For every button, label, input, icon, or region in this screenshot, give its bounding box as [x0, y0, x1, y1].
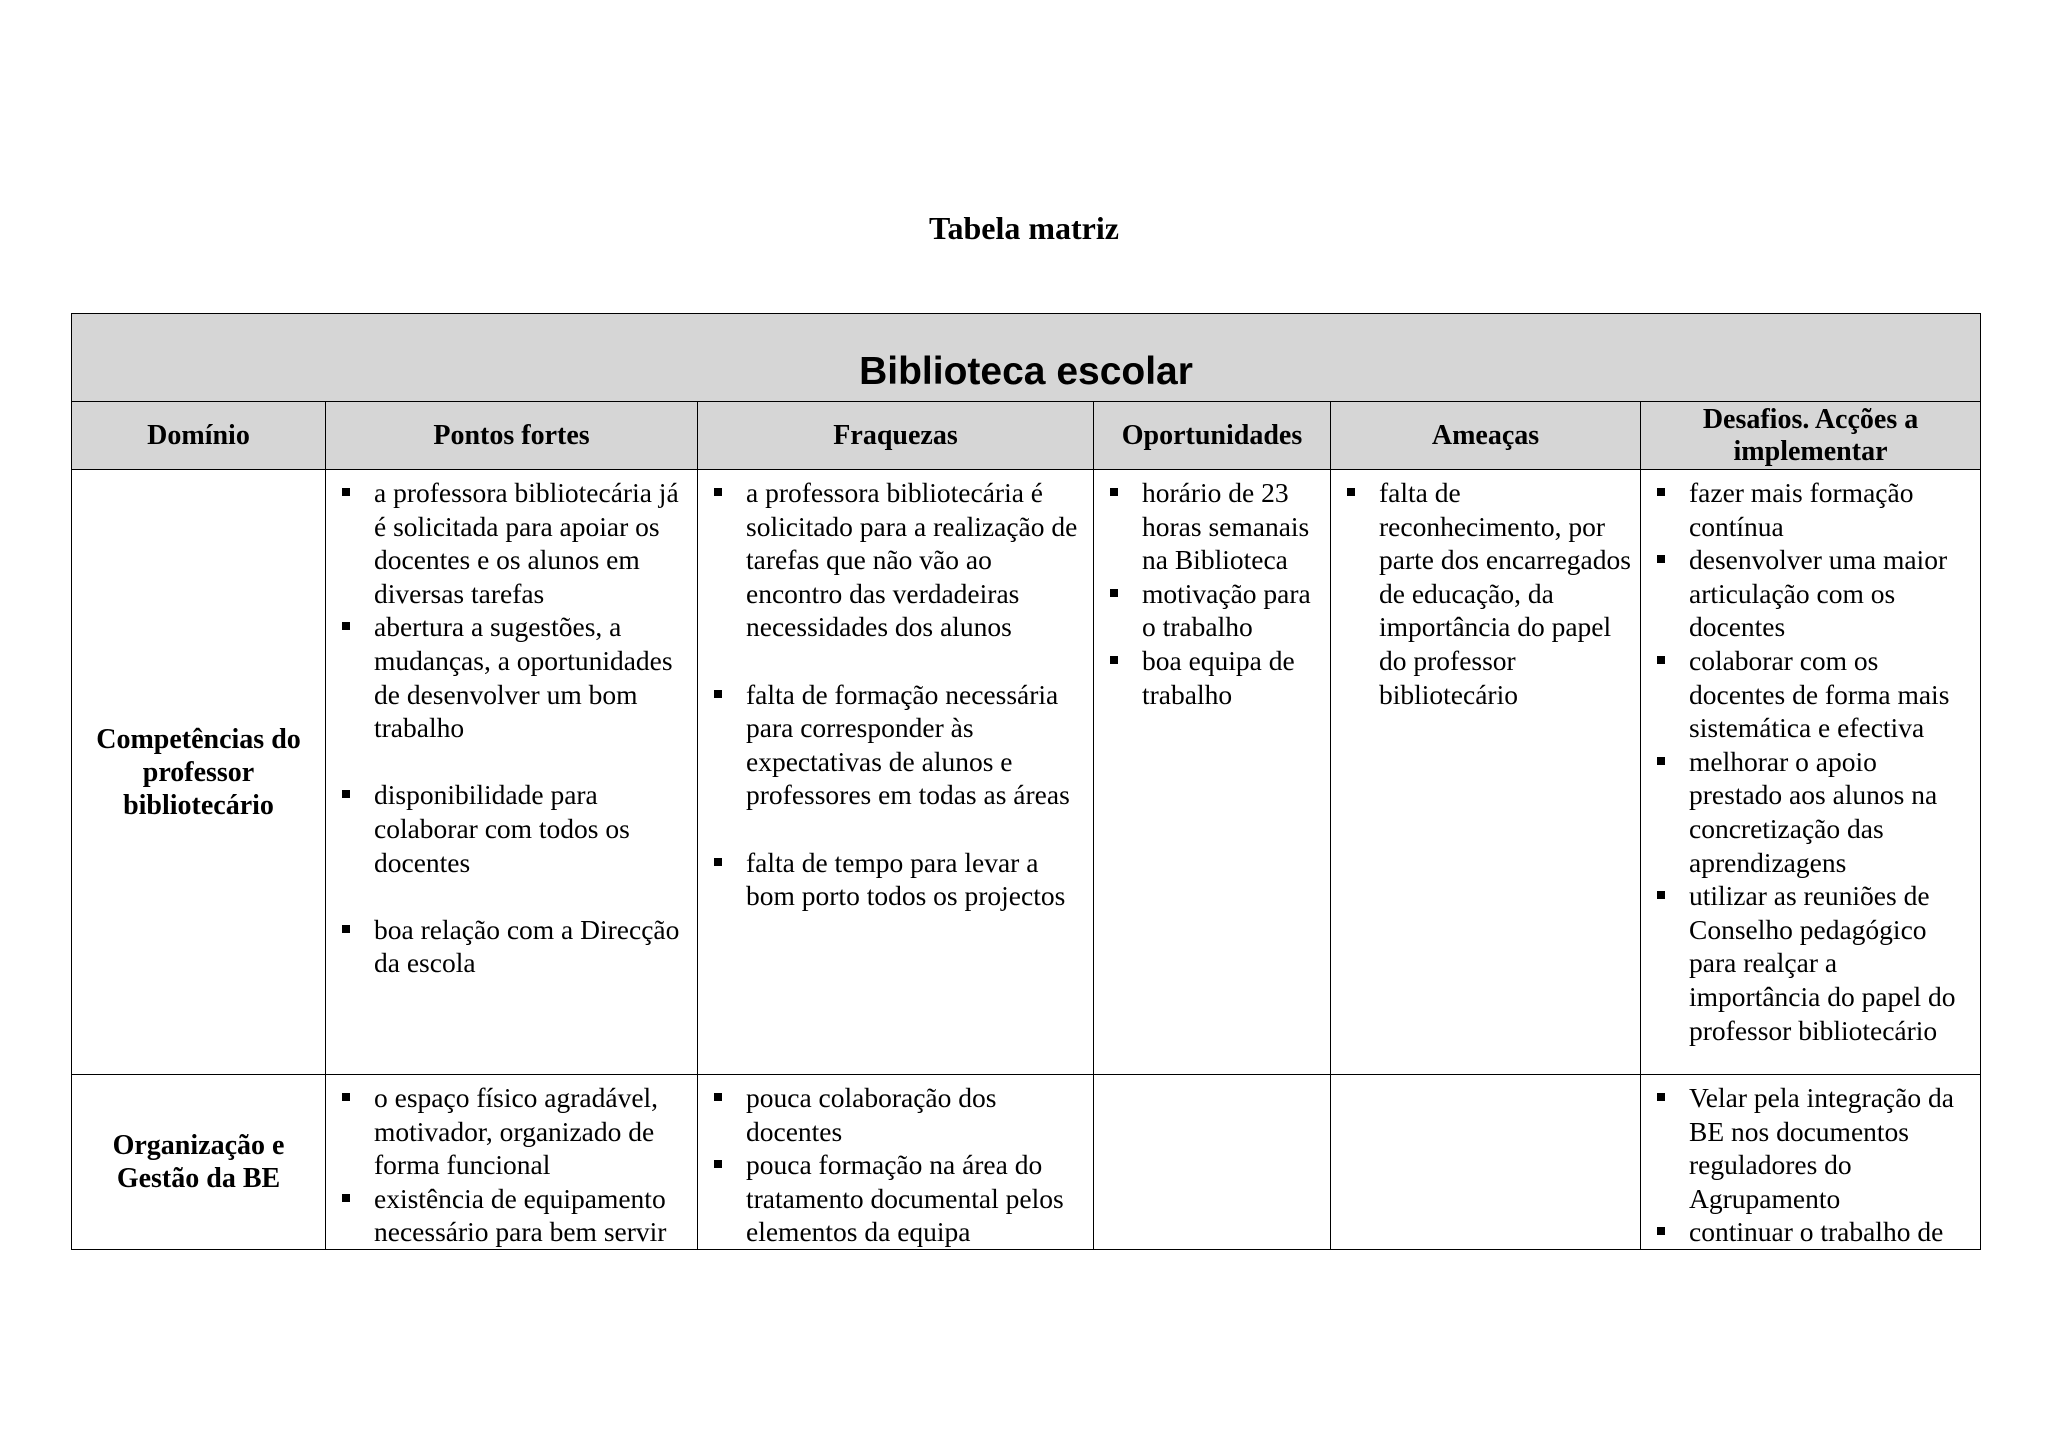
- list-item: boa equipa de trabalho: [1108, 644, 1322, 711]
- list-item: falta de reconhecimento, por parte dos encarregados de educação, da importância do papel do professor bibliotecário: [1345, 476, 1632, 711]
- domain-cell: Organização e Gestão da BE: [72, 1075, 326, 1250]
- list-item: pouca colaboração dos docentes: [712, 1081, 1085, 1148]
- list-item: o espaço físico agradável, motivador, organizado de forma funcional: [340, 1081, 689, 1182]
- list-item: boa relação com a Direcção da escola: [340, 913, 689, 980]
- desafios-cell: [1641, 470, 1981, 1075]
- bullet-square-icon: [1657, 757, 1665, 765]
- list-item: continuar o trabalho de: [1655, 1215, 1972, 1249]
- bullet-square-icon: [714, 1093, 722, 1101]
- list-item: desenvolver uma maior articulação com os docentes: [1655, 543, 1972, 644]
- list-item: abertura a sugestões, a mudanças, a oportunidades de desenvolver um bom trabalho: [340, 610, 689, 744]
- bullet-square-icon: [1657, 891, 1665, 899]
- bullet-square-icon: [1657, 656, 1665, 664]
- oportunidades-cell: [1094, 470, 1331, 1075]
- list-item: motivação para o trabalho: [1108, 577, 1322, 644]
- table-row: [72, 1075, 1981, 1250]
- header-dominio: Domínio: [72, 402, 326, 470]
- header-row: [72, 402, 1981, 470]
- list-item: pouca formação na área do tratamento documental pelos elementos da equipa: [712, 1148, 1085, 1249]
- banner-row: [72, 314, 1981, 402]
- list-item: horário de 23 horas semanais na Biblioteca: [1108, 476, 1322, 577]
- list-item: a professora bibliotecária já é solicitada para apoiar os docentes e os alunos em diversas tarefas: [340, 476, 689, 610]
- list-item: fazer mais formação contínua: [1655, 476, 1972, 543]
- table-row: [72, 470, 1981, 1075]
- list-item: falta de formação necessária para corresponder às expectativas de alunos e professores em todas as áreas: [712, 678, 1085, 812]
- desafios-cell: [1641, 1075, 1981, 1250]
- fraquezas-cell: [698, 470, 1094, 1075]
- header-fraquezas: Fraquezas: [698, 402, 1094, 470]
- bullet-square-icon: [342, 622, 350, 630]
- bullet-square-icon: [1110, 656, 1118, 664]
- header-oportunidades: Oportunidades: [1094, 402, 1331, 470]
- list-item: melhorar o apoio prestado aos alunos na concretização das aprendizagens: [1655, 745, 1972, 879]
- bullet-square-icon: [1110, 589, 1118, 597]
- pontos-fortes-cell: [326, 1075, 698, 1250]
- list-item: Velar pela integração da BE nos documentos reguladores do Agrupamento: [1655, 1081, 1972, 1215]
- bullet-square-icon: [714, 488, 722, 496]
- list-item: colaborar com os docentes de forma mais sistemática e efectiva: [1655, 644, 1972, 745]
- list-item: utilizar as reuniões de Conselho pedagógico para realçar a importância do papel do professor bibliotecário: [1655, 879, 1972, 1047]
- header-desafios: Desafios. Acções a implementar: [1641, 402, 1981, 470]
- header-ameacas: Ameaças: [1331, 402, 1641, 470]
- list-item: a professora bibliotecária é solicitado para a realização de tarefas que não vão ao encontro das verdadeiras necessidades dos alunos: [712, 476, 1085, 644]
- ameacas-cell: [1331, 1075, 1641, 1250]
- bullet-square-icon: [342, 488, 350, 496]
- document-title: Tabela matriz: [929, 210, 1119, 246]
- oportunidades-cell: [1094, 1075, 1331, 1250]
- pontos-fortes-cell: [326, 470, 698, 1075]
- bullet-square-icon: [1657, 1227, 1665, 1235]
- bullet-square-icon: [714, 1160, 722, 1168]
- bullet-square-icon: [1110, 488, 1118, 496]
- bullet-square-icon: [342, 790, 350, 798]
- header-pontos-fortes: Pontos fortes: [326, 402, 698, 470]
- bullet-square-icon: [714, 690, 722, 698]
- list-item: existência de equipamento necessário para bem servir: [340, 1182, 689, 1249]
- domain-cell: Competências do professor bibliotecário: [72, 470, 326, 1075]
- table-banner: Biblioteca escolar: [72, 314, 1981, 402]
- list-item: disponibilidade para colaborar com todos os docentes: [340, 778, 689, 879]
- bullet-square-icon: [1657, 1093, 1665, 1101]
- ameacas-cell: [1331, 470, 1641, 1075]
- bullet-square-icon: [342, 925, 350, 933]
- bullet-square-icon: [342, 1194, 350, 1202]
- bullet-square-icon: [1657, 488, 1665, 496]
- bullet-square-icon: [1657, 555, 1665, 563]
- bullet-square-icon: [714, 858, 722, 866]
- matrix-table: [71, 313, 1981, 1250]
- bullet-square-icon: [1347, 488, 1355, 496]
- bullet-square-icon: [342, 1093, 350, 1101]
- fraquezas-cell: [698, 1075, 1094, 1250]
- list-item: falta de tempo para levar a bom porto todos os projectos: [712, 846, 1085, 913]
